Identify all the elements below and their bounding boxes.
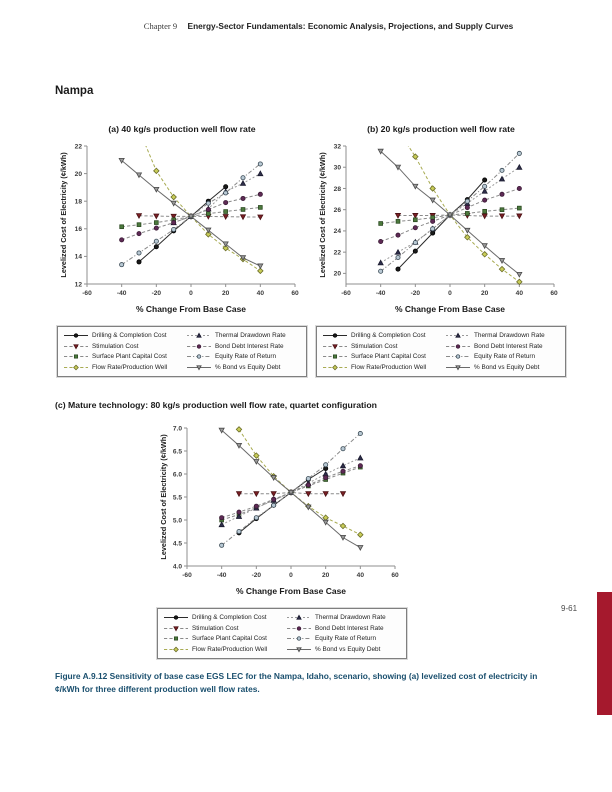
series-marker-flow <box>323 515 328 520</box>
legend-item-flow <box>322 363 437 372</box>
series-marker-equity <box>172 227 176 231</box>
legend-marker-thermal <box>197 333 201 337</box>
series-line-drilling <box>239 469 326 533</box>
y-tick-label: 24 <box>333 228 341 236</box>
series-marker-flow <box>358 532 363 537</box>
legend-item-flow <box>163 645 278 654</box>
y-tick-label: 30 <box>333 164 341 172</box>
series-marker-thermal <box>358 455 363 460</box>
legend-label: Equity Rate of Return <box>474 353 536 360</box>
y-tick-label: 4.5 <box>172 540 182 548</box>
legend-label: Thermal Drawdown Rate <box>215 332 286 339</box>
series-marker-drilling <box>137 260 141 264</box>
y-tick-label: 5.5 <box>172 494 182 502</box>
legend-column <box>445 331 560 372</box>
series-marker-flow <box>482 252 487 257</box>
series-marker-thermal <box>517 165 522 170</box>
legend-item-bond <box>286 624 401 633</box>
x-tick-label: 20 <box>221 290 230 297</box>
series-marker-bond <box>465 205 469 209</box>
legend-label: Stimulation Cost <box>92 342 139 350</box>
legend-marker-bond <box>297 626 301 630</box>
legend-marker-flow <box>74 365 79 370</box>
legend-marker-thermal-icon <box>186 331 212 340</box>
series-marker-bond <box>224 200 228 204</box>
series-marker-equity <box>206 201 210 205</box>
x-axis-label: % Change From Base Case <box>394 304 506 314</box>
series-marker-drilling <box>431 231 435 235</box>
legend-marker-bond-icon <box>286 624 312 633</box>
series-marker-surface <box>206 212 210 216</box>
series-marker-thermal <box>396 250 401 255</box>
series-marker-bond <box>396 233 400 237</box>
series-line-drilling <box>139 187 226 262</box>
legend-label: Drilling & Completion Cost <box>92 332 167 339</box>
legend-marker-bond-icon <box>445 342 471 351</box>
series-marker-equity <box>120 263 124 267</box>
legend-marker-bond <box>456 344 460 348</box>
legend-marker-pctbond <box>297 647 301 651</box>
series-marker-bond <box>272 497 276 501</box>
chart-c <box>157 420 407 659</box>
x-tick-label: 60 <box>291 290 299 297</box>
legend-label: Drilling & Completion Cost <box>351 332 426 339</box>
legend-marker-equity-icon <box>445 352 471 361</box>
legend-marker-surface-icon <box>163 634 189 643</box>
x-tick-label: 60 <box>550 290 558 297</box>
series-marker-surface <box>241 208 245 212</box>
y-tick-label: 12 <box>74 281 82 289</box>
series-marker-thermal <box>258 171 263 176</box>
series-marker-equity <box>483 184 487 188</box>
legend-marker-stimulation-icon <box>63 342 89 351</box>
series-marker-flow <box>171 194 176 199</box>
series-marker-equity <box>465 199 469 203</box>
series-marker-bond <box>517 186 521 190</box>
legend-label: Bond Debt Interest Rate <box>315 624 384 632</box>
series-marker-bond <box>172 220 176 224</box>
series-marker-equity <box>358 431 362 435</box>
y-tick-label: 4.0 <box>172 563 182 571</box>
series-marker-surface <box>500 208 504 212</box>
x-tick-label: -20 <box>251 572 262 579</box>
series-marker-equity <box>137 251 141 255</box>
chart-a-plot <box>57 138 307 316</box>
series-marker-drilling <box>224 185 228 189</box>
figure-caption: Figure A.9.12 Sensitivity of base case EGS LEC for the Nampa, Idaho, scenario, showing (a) levelized cost of electricity in ¢/kWh for three different production well flow rates. <box>55 671 538 695</box>
legend-item-bond <box>445 342 560 351</box>
chart-c-plot <box>157 420 407 598</box>
series-marker-equity <box>341 447 345 451</box>
legend-marker-equity <box>197 355 201 359</box>
legend-label: % Bond vs Equity Debt <box>215 363 281 371</box>
series-marker-surface <box>154 221 158 225</box>
x-tick-label: -40 <box>375 290 386 297</box>
legend-label: Equity Rate of Return <box>315 635 377 642</box>
series-marker-bond <box>413 226 417 230</box>
legend-item-equity <box>186 352 301 361</box>
legend-marker-drilling-icon <box>163 613 189 622</box>
legend-item-equity <box>445 352 560 361</box>
legend-label: Surface Plant Capital Cost <box>351 353 426 360</box>
legend-marker-surface-icon <box>322 352 348 361</box>
series-marker-equity <box>324 463 328 467</box>
legend-label: % Bond vs Equity Debt <box>315 645 381 653</box>
legend-label: Flow Rate/Production Well <box>351 363 427 371</box>
series-marker-bond <box>483 198 487 202</box>
legend-label: Thermal Drawdown Rate <box>315 614 386 621</box>
x-tick-label: 60 <box>391 572 399 579</box>
series-marker-bond <box>358 464 362 468</box>
series-marker-thermal <box>341 463 346 468</box>
series-marker-bond <box>431 219 435 223</box>
series-marker-drilling <box>396 267 400 271</box>
series-marker-equity <box>306 477 310 481</box>
x-tick-label: -60 <box>82 290 92 297</box>
legend-label: % Bond vs Equity Debt <box>474 363 540 371</box>
legend-item-thermal <box>286 613 401 622</box>
series-marker-equity <box>220 543 224 547</box>
series-marker-flow <box>154 168 159 173</box>
series-marker-equity <box>500 168 504 172</box>
series-marker-bond <box>258 192 262 196</box>
legend-item-drilling <box>163 613 278 622</box>
y-axis-label: Levelized Cost of Electricity (¢/kWh) <box>159 434 168 560</box>
legend-item-surface <box>163 634 278 643</box>
legend-label: Drilling & Completion Cost <box>192 614 267 621</box>
series-marker-bond <box>341 469 345 473</box>
legend-item-flow <box>63 363 178 372</box>
legend-marker-stimulation <box>174 626 178 630</box>
legend-column <box>286 613 401 654</box>
legend-item-stimulation <box>63 342 178 351</box>
series-marker-flow <box>236 427 241 432</box>
series-marker-surface <box>258 206 262 210</box>
series-marker-bond <box>324 476 328 480</box>
legend-label: Equity Rate of Return <box>215 353 277 360</box>
series-marker-equity <box>272 503 276 507</box>
x-tick-label: 40 <box>356 572 365 579</box>
legend-marker-flow <box>174 647 179 652</box>
running-header-title: Energy-Sector Fundamentals: Economic Analysis, Projections, and Supply Curves <box>187 21 514 31</box>
x-tick-label: -20 <box>410 290 421 297</box>
y-tick-label: 14 <box>74 253 82 261</box>
chart-c-title: (c) Mature technology: 80 kg/s production well flow rate, quartet configuration <box>55 400 377 410</box>
legend-marker-equity-icon <box>186 352 212 361</box>
red-accent-bar <box>597 592 612 715</box>
series-marker-pctbond <box>258 264 263 269</box>
legend-item-surface <box>63 352 178 361</box>
legend-item-pctbond <box>445 363 560 372</box>
series-marker-surface <box>517 206 521 210</box>
series-marker-bond <box>379 239 383 243</box>
series-marker-bond <box>137 232 141 236</box>
x-tick-label: 20 <box>321 572 330 579</box>
page-number: 9-61 <box>561 604 578 613</box>
series-marker-bond <box>120 238 124 242</box>
legend-marker-pctbond-icon <box>286 645 312 654</box>
x-tick-label: 0 <box>289 572 293 579</box>
chapter-label: Chapter 9 <box>143 21 178 31</box>
legend-item-stimulation <box>322 342 437 351</box>
chart-c-legend <box>157 608 407 659</box>
legend-marker-flow <box>333 365 338 370</box>
series-marker-bond <box>154 226 158 230</box>
y-tick-label: 16 <box>74 226 82 234</box>
series-marker-drilling <box>154 245 158 249</box>
series-marker-equity <box>241 176 245 180</box>
series-marker-equity <box>154 239 158 243</box>
legend-marker-drilling-icon <box>322 331 348 340</box>
legend-label: Bond Debt Interest Rate <box>474 342 543 350</box>
series-marker-bond <box>306 483 310 487</box>
series-marker-equity <box>258 162 262 166</box>
legend-marker-pctbond <box>197 365 201 369</box>
series-line-drilling <box>398 180 485 269</box>
series-marker-flow <box>430 186 435 191</box>
legend-item-pctbond <box>286 645 401 654</box>
legend-column <box>322 331 437 372</box>
legend-marker-pctbond-icon <box>186 363 212 372</box>
legend-label: Surface Plant Capital Cost <box>92 353 167 360</box>
legend-marker-flow-icon <box>322 363 348 372</box>
legend-item-thermal <box>186 331 301 340</box>
chart-b-title: (b) 20 kg/s production well flow rate <box>367 124 515 134</box>
legend-label: Surface Plant Capital Cost <box>192 635 267 642</box>
series-marker-surface <box>379 222 383 226</box>
series-marker-surface <box>413 218 417 222</box>
legend-marker-surface <box>174 637 177 640</box>
y-tick-label: 32 <box>333 143 341 151</box>
legend-marker-equity-icon <box>286 634 312 643</box>
series-marker-bond <box>241 196 245 200</box>
legend-marker-surface-icon <box>63 352 89 361</box>
y-tick-label: 22 <box>74 143 82 151</box>
legend-marker-flow-icon <box>163 645 189 654</box>
series-marker-flow <box>499 266 504 271</box>
series-marker-surface <box>483 209 487 213</box>
y-tick-label: 7.0 <box>172 425 182 433</box>
y-tick-label: 18 <box>74 198 82 206</box>
series-marker-pctbond <box>517 272 522 277</box>
x-tick-label: -60 <box>341 290 351 297</box>
legend-marker-stimulation <box>333 344 337 348</box>
legend-label: Thermal Drawdown Rate <box>474 332 545 339</box>
chart-a <box>57 124 307 377</box>
section-title: Nampa <box>55 85 94 97</box>
series-marker-flow <box>340 523 345 528</box>
running-header <box>55 16 602 34</box>
legend-marker-thermal-icon <box>445 331 471 340</box>
legend-column <box>63 331 178 372</box>
y-tick-label: 20 <box>333 270 341 278</box>
legend-label: Stimulation Cost <box>192 624 239 632</box>
series-marker-surface <box>224 210 228 214</box>
chart-a-legend <box>57 326 307 377</box>
legend-marker-drilling <box>333 334 337 338</box>
x-tick-label: 40 <box>515 290 524 297</box>
y-axis-label: Levelized Cost of Electricity (¢/kWh) <box>318 152 327 278</box>
legend-marker-bond <box>197 344 201 348</box>
legend-item-pctbond <box>186 363 301 372</box>
y-tick-label: 28 <box>333 185 341 193</box>
x-tick-label: -20 <box>151 290 162 297</box>
legend-item-drilling <box>322 331 437 340</box>
legend-marker-pctbond <box>456 365 460 369</box>
series-marker-bond <box>220 516 224 520</box>
series-marker-pctbond <box>358 546 363 551</box>
series-marker-bond <box>500 192 504 196</box>
series-marker-equity <box>431 227 435 231</box>
legend-item-surface <box>322 352 437 361</box>
y-tick-label: 5.0 <box>172 517 182 525</box>
x-tick-label: 0 <box>448 290 452 297</box>
series-marker-surface <box>120 225 124 229</box>
legend-marker-stimulation-icon <box>163 624 189 633</box>
series-marker-equity <box>254 516 258 520</box>
y-tick-label: 6.0 <box>172 471 182 479</box>
x-axis-label: % Change From Base Case <box>235 586 347 596</box>
series-marker-surface <box>137 223 141 227</box>
series-marker-equity <box>379 269 383 273</box>
series-marker-bond <box>254 504 258 508</box>
series-marker-thermal <box>219 522 224 527</box>
legend-label: Flow Rate/Production Well <box>92 363 168 371</box>
legend-marker-surface <box>333 355 336 358</box>
legend-marker-stimulation <box>74 344 78 348</box>
chart-b-legend <box>316 326 566 377</box>
legend-marker-equity <box>456 355 460 359</box>
legend-marker-surface <box>74 355 77 358</box>
series-marker-thermal <box>378 260 383 265</box>
legend-item-bond <box>186 342 301 351</box>
series-marker-equity <box>224 191 228 195</box>
y-axis-label: Levelized Cost of Electricity (¢/kWh) <box>59 152 68 278</box>
series-marker-drilling <box>483 178 487 182</box>
series-marker-flow <box>413 154 418 159</box>
y-tick-label: 20 <box>74 170 82 178</box>
series-marker-equity <box>237 529 241 533</box>
legend-marker-stimulation-icon <box>322 342 348 351</box>
legend-item-drilling <box>63 331 178 340</box>
series-line-thermal <box>174 174 261 223</box>
legend-column <box>186 331 301 372</box>
series-marker-bond <box>206 207 210 211</box>
legend-marker-thermal <box>456 333 460 337</box>
legend-marker-drilling-icon <box>63 331 89 340</box>
x-tick-label: -40 <box>116 290 127 297</box>
series-marker-thermal <box>241 181 246 186</box>
series-marker-stimulation <box>341 492 346 497</box>
legend-marker-thermal <box>297 615 301 619</box>
legend-marker-thermal-icon <box>286 613 312 622</box>
legend-column <box>163 613 278 654</box>
series-marker-equity <box>396 255 400 259</box>
series-marker-surface <box>465 212 469 216</box>
series-marker-pctbond <box>341 535 346 540</box>
x-tick-label: 40 <box>256 290 265 297</box>
legend-item-stimulation <box>163 624 278 633</box>
legend-marker-drilling <box>74 334 78 338</box>
legend-label: Stimulation Cost <box>351 342 398 350</box>
legend-item-thermal <box>445 331 560 340</box>
y-tick-label: 22 <box>333 249 341 257</box>
y-tick-label: 26 <box>333 206 341 214</box>
series-marker-equity <box>517 151 521 155</box>
legend-marker-bond-icon <box>186 342 212 351</box>
x-tick-label: -40 <box>216 572 227 579</box>
series-marker-surface <box>396 219 400 223</box>
y-tick-label: 6.5 <box>172 448 182 456</box>
x-axis-label: % Change From Base Case <box>135 304 247 314</box>
series-marker-bond <box>237 510 241 514</box>
series-marker-thermal <box>500 176 505 181</box>
legend-marker-drilling <box>174 616 178 620</box>
x-tick-label: 20 <box>480 290 489 297</box>
x-tick-label: 0 <box>189 290 193 297</box>
legend-marker-equity <box>297 637 301 641</box>
legend-marker-pctbond-icon <box>445 363 471 372</box>
legend-marker-flow-icon <box>63 363 89 372</box>
series-marker-drilling <box>413 249 417 253</box>
chart-b <box>316 124 566 377</box>
legend-item-equity <box>286 634 401 643</box>
legend-label: Flow Rate/Production Well <box>192 645 268 653</box>
chart-a-title: (a) 40 kg/s production well flow rate <box>108 124 256 134</box>
series-line-flow <box>139 138 260 271</box>
series-marker-equity <box>413 241 417 245</box>
legend-label: Bond Debt Interest Rate <box>215 342 284 350</box>
x-tick-label: -60 <box>182 572 192 579</box>
chart-b-plot <box>316 138 566 316</box>
